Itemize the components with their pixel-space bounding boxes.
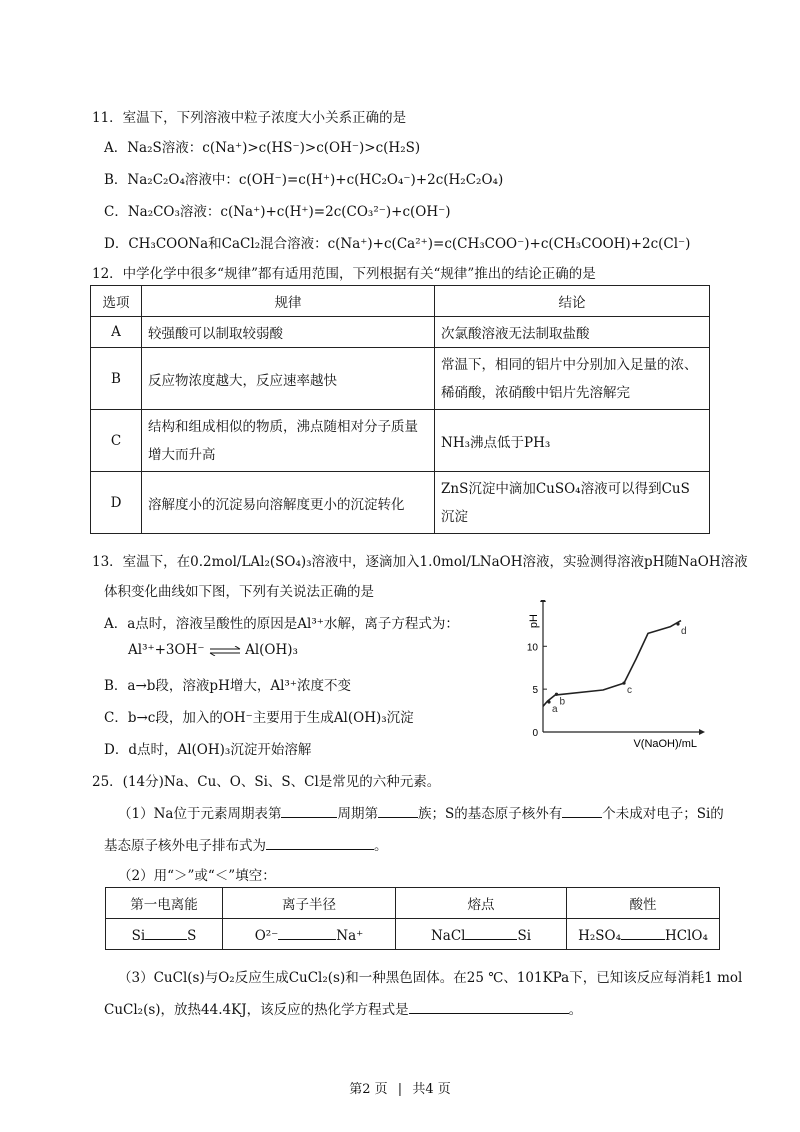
q25-p1-text-d: 个未成对电子；Si的 xyxy=(602,806,724,822)
q12-header-rule: 规律 xyxy=(142,286,435,317)
y-tick-label: 10 xyxy=(526,642,538,654)
q13-option-d: D．d点时，Al(OH)₃沉淀开始溶解 xyxy=(104,742,312,758)
q12-row-option: B xyxy=(91,348,142,410)
footer-separator: | xyxy=(397,1082,403,1097)
q11-option-c: C．Na₂CO₃溶液：c(Na⁺)+c(H⁺)=2c(CO₃²⁻)+c(OH⁻) xyxy=(104,204,451,220)
titration-chart xyxy=(515,600,705,750)
blank-period[interactable] xyxy=(281,803,337,818)
q11-option-b: B．Na₂C₂O₄溶液中：c(OH⁻)=c(H⁺)+c(HC₂O₄⁻)+2c(H₂C₂O₄) xyxy=(104,172,504,188)
blank-compare[interactable] xyxy=(278,925,336,940)
q25-header-ionic-radius: 离子半径 xyxy=(223,888,396,919)
blank-compare[interactable] xyxy=(145,925,187,940)
q25-p3-text-b: CuCl₂(s)，放热44.4KJ，该反应的热化学方程式是 xyxy=(104,1002,409,1018)
table-row xyxy=(91,472,710,534)
q11-option-d: D．CH₃COONa和CaCl₂混合溶液：c(Na⁺)+c(Ca²⁺)=c(CH₃COO⁻)+c(CH₃COOH)+2c(Cl⁻) xyxy=(104,236,691,252)
q25-table-header-row xyxy=(106,888,720,919)
point-label-b: b xyxy=(559,696,566,708)
q11-stem: 11．室温下，下列溶液中粒子浓度大小关系正确的是 xyxy=(92,110,407,126)
q25-cell-melting: NaCl Si xyxy=(396,919,567,950)
q12-table xyxy=(90,285,710,534)
q12-row-conclusion: 常温下，相同的铝片中分别加入足量的浓、稀硝酸，浓硝酸中铝片先溶解完 xyxy=(435,348,710,410)
q13-option-b: B．a→b段，溶液pH增大，Al³⁺浓度不变 xyxy=(104,678,351,694)
q25-compare-table xyxy=(105,887,720,950)
q13-option-a: A．a点时，溶液呈酸性的原因是Al³⁺水解，离子方程式为： xyxy=(104,616,459,632)
q12-row-conclusion: NH₃沸点低于PH₃ xyxy=(435,410,710,472)
q12-row-rule: 较强酸可以制取较弱酸 xyxy=(142,317,435,348)
q12-header-option: 选项 xyxy=(91,286,142,317)
page-footer xyxy=(0,1078,800,1097)
q12-row-rule: 反应物浓度越大，反应速率越快 xyxy=(142,348,435,410)
blank-thermo-equation[interactable] xyxy=(409,999,569,1014)
q25-p1-text-e: 基态原子核外电子排布式为 xyxy=(104,838,266,854)
q25-cell-radius: O²⁻ Na⁺ xyxy=(223,919,396,950)
equation-right: Al(OH)₃ xyxy=(245,642,298,658)
point-d xyxy=(676,622,679,625)
blank-electron-config[interactable] xyxy=(266,835,374,850)
point-c xyxy=(622,682,625,685)
x-axis-arrow-icon xyxy=(699,729,705,735)
q25-part1-line2 xyxy=(104,834,388,854)
q25-part1-line1 xyxy=(118,802,724,822)
y-axis-label: pH xyxy=(528,614,540,629)
q12-row-option: D xyxy=(91,472,142,534)
q12-stem: 12．中学化学中很多“规律”都有适用范围，下列根据有关“规律”推出的结论正确的是 xyxy=(92,266,596,282)
y-tick-label: 0 xyxy=(532,728,538,739)
q12-row-rule: 溶解度小的沉淀易向溶解度更小的沉淀转化 xyxy=(142,472,435,534)
q25-p1-text-f: 。 xyxy=(374,838,388,854)
footer-page: 第2 页 xyxy=(349,1082,388,1097)
q11-option-a: A．Na₂S溶液：c(Na⁺)>c(HS⁻)>c(OH⁻)>c(H₂S) xyxy=(104,140,421,156)
q12-header-row xyxy=(91,286,710,317)
q13-option-c: C．b→c段，加入的OH⁻主要用于生成Al(OH)₃沉淀 xyxy=(104,710,414,726)
q25-p1-text-a: （1）Na位于元素周期表第 xyxy=(118,806,282,822)
point-label-d: d xyxy=(681,626,687,637)
x-axis-label: V(NaOH)/mL xyxy=(633,738,697,750)
q25-header-ionization: 第一电离能 xyxy=(106,888,223,919)
q12-header-conclusion: 结论 xyxy=(435,286,710,317)
q13-option-a-equation xyxy=(128,642,298,658)
q25-header-melting-point: 熔点 xyxy=(396,888,567,919)
q25-p3-text-c: 。 xyxy=(568,1002,583,1018)
blank-group[interactable] xyxy=(378,803,418,818)
q13-stem-line2: 体积变化曲线如下图，下列有关说法正确的是 xyxy=(104,584,374,600)
q25-cell-ionization: Si S xyxy=(106,919,223,950)
q25-part3-line1: （3）CuCl(s)与O₂反应生成CuCl₂(s)和一种黑色固体。在25 ℃、101KPa下，已知该反应每消耗1 mol xyxy=(118,970,743,986)
q25-stem: 25．(14分)Na、Cu、O、Si、S、Cl是常见的六种元素。 xyxy=(92,774,441,790)
equilibrium-arrow-icon xyxy=(209,646,241,656)
point-b xyxy=(555,693,558,696)
point-label-c: c xyxy=(627,685,632,697)
footer-total: 共4 页 xyxy=(412,1082,451,1097)
q25-part2-stem: （2）用“＞”或“＜”填空： xyxy=(118,868,276,884)
q25-header-acidity: 酸性 xyxy=(567,888,720,919)
q12-row-rule: 结构和组成相似的物质，沸点随相对分子质量增大而升高 xyxy=(142,410,435,472)
q25-p1-text-c: 族；S的基态原子核外有 xyxy=(417,806,563,822)
titration-curve xyxy=(543,621,681,707)
point-label-a: a xyxy=(552,704,558,715)
table-row xyxy=(91,348,710,410)
blank-compare[interactable] xyxy=(621,925,665,940)
q12-row-conclusion: ZnS沉淀中滴加CuSO₄溶液可以得到CuS沉淀 xyxy=(435,472,710,534)
table-row xyxy=(106,919,720,950)
equation-left: Al³⁺+3OH⁻ xyxy=(128,642,205,658)
table-row xyxy=(91,317,710,348)
q25-cell-acidity: H₂SO₄ HClO₄ xyxy=(567,919,720,950)
table-row xyxy=(91,410,710,472)
blank-compare[interactable] xyxy=(465,925,517,940)
q12-row-option: A xyxy=(91,317,142,348)
q12-row-conclusion: 次氯酸溶液无法制取盐酸 xyxy=(435,317,710,348)
blank-unpaired[interactable] xyxy=(562,803,602,818)
point-a xyxy=(547,700,550,703)
y-axis-arrow-icon xyxy=(540,600,546,602)
y-tick-label: 5 xyxy=(532,685,538,697)
q25-p1-text-b: 周期第 xyxy=(337,806,378,822)
q13-stem-line1: 13．室温下，在0.2mol/LAl₂(SO₄)₃溶液中，逐滴加入1.0mol/LNaOH溶液，实验测得溶液pH随NaOH溶液 xyxy=(92,554,748,570)
q12-row-option: C xyxy=(91,410,142,472)
q25-part3-line2 xyxy=(104,998,582,1018)
